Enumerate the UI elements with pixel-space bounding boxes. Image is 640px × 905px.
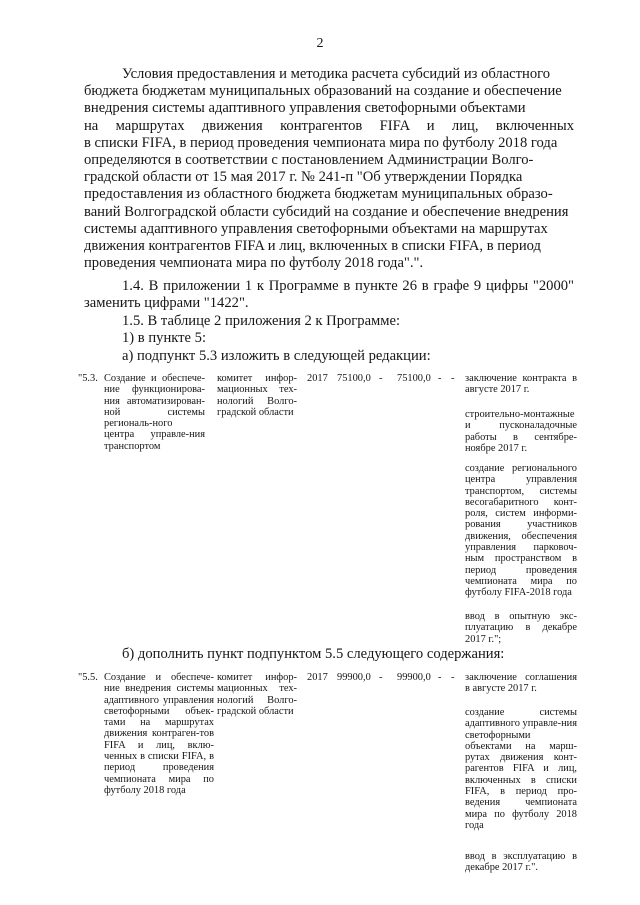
item-1: 1) в пункте 5: — [122, 330, 207, 346]
intro-line: определяются в соответствии с постановлением Администрации Волго- — [84, 152, 534, 169]
row-amount: 75100,0 — [397, 373, 431, 384]
row-result: заключение соглашения в августе 2017 г. — [465, 672, 577, 695]
row-result: создание регионального центра управления транспортом, системы весогабаритного конт-роля, систем информи-рования участников движения, обеспечения управления парковоч-ным пространством в период проведения чемпионата мира по футболу FIFA-2018 года — [465, 463, 577, 599]
row-amount: 99900,0 — [397, 672, 431, 683]
intro-line: ваний Волгоградской области субсидий на создание и обеспечение внедрения — [84, 203, 569, 220]
row-total: 75100,0 — [337, 373, 371, 384]
row-dash: - — [438, 672, 442, 683]
intro-line: внедрения системы адаптивного управления светофорными объектами — [84, 100, 526, 117]
intro-line: на маршрутах движения контрагентов FIFA и лиц, включенных — [84, 117, 574, 134]
intro-line: предоставления из областного бюджета бюджетам муниципальных образо- — [84, 186, 553, 203]
intro-paragraph — [84, 66, 574, 272]
intro-line: Условия предоставления и методика расчета субсидий из областного — [122, 66, 551, 82]
row-name: Создание и обеспече-ние внедрения системы адаптивного управления светофорными объек-тами на маршрутах движения контраген-тов FIFA и лиц, вклю-ченных в списки FIFA, в период проведения чемпионата мира по футболу 2018 года — [104, 672, 214, 796]
row-name: Создание и обеспече-ние функционирова-ния автоматизирован-ной системы региональ-ного центра управле-ния транспортом — [104, 373, 205, 452]
row-year: 2017 — [307, 672, 328, 683]
intro-line: проведения чемпионата мира по футболу 2018 года".". — [84, 255, 424, 272]
intro-line: градской области от 15 мая 2017 г. № 241-п "Об утверждении Порядка — [84, 169, 523, 186]
row-dash: - — [451, 373, 455, 384]
row-year: 2017 — [307, 373, 328, 384]
row-result: создание системы адаптивного управле-ния светофорными объектами на марш-рутах движения конт-рагентов FIFA и лиц, включенных в списки FIFA, в период про-ведения чемпионата мира по футболу 2018 года — [465, 707, 577, 831]
row-total: 99900,0 — [337, 672, 371, 683]
item-1-4-text: 1.4. В приложении 1 к Программе в пункте 26 в графе 9 цифры "2000" заменить цифрами "1422". — [84, 278, 574, 312]
row-dash: - — [438, 373, 442, 384]
row-dash: - — [379, 672, 383, 683]
row-result: строительно-монтажные и пусконаладочные работы в сентябре-ноябре 2017 г. — [465, 409, 577, 454]
row-number: "5.5. — [78, 672, 98, 683]
page-number: 2 — [316, 36, 324, 51]
row-dash: - — [451, 672, 455, 683]
item-b: б) дополнить пункт подпунктом 5.5 следующего содержания: — [122, 646, 505, 662]
intro-line: в списки FIFA, в период проведения чемпионата мира по футболу 2018 года — [84, 134, 558, 151]
item-1-5: 1.5. В таблице 2 приложения 2 к Программе: — [122, 313, 401, 329]
row-number: "5.3. — [78, 373, 98, 384]
item-1-4 — [84, 278, 574, 313]
row-executor: комитет инфор-мационных тех-нологий Волго-градской области — [217, 672, 297, 717]
intro-line: системы адаптивного управления светофорными объектами на маршрутах — [84, 220, 548, 237]
intro-line: бюджета бюджетам муниципальных образований на создание и обеспечение — [84, 83, 562, 100]
row-result: заключение контракта в августе 2017 г. — [465, 373, 577, 396]
row-dash: - — [379, 373, 383, 384]
row-executor: комитет инфор-мационных тех-нологий Волго-градской области — [217, 373, 297, 418]
row-result: ввод в опытную экс-плуатацию в декабре 2017 г."; — [465, 611, 577, 645]
item-a: а) подпункт 5.3 изложить в следующей редакции: — [122, 348, 431, 364]
row-result: ввод в эксплуатацию в декабре 2017 г.". — [465, 851, 577, 874]
intro-line: движения контрагентов FIFA и лиц, включенных в списки FIFA, в период — [84, 238, 541, 255]
